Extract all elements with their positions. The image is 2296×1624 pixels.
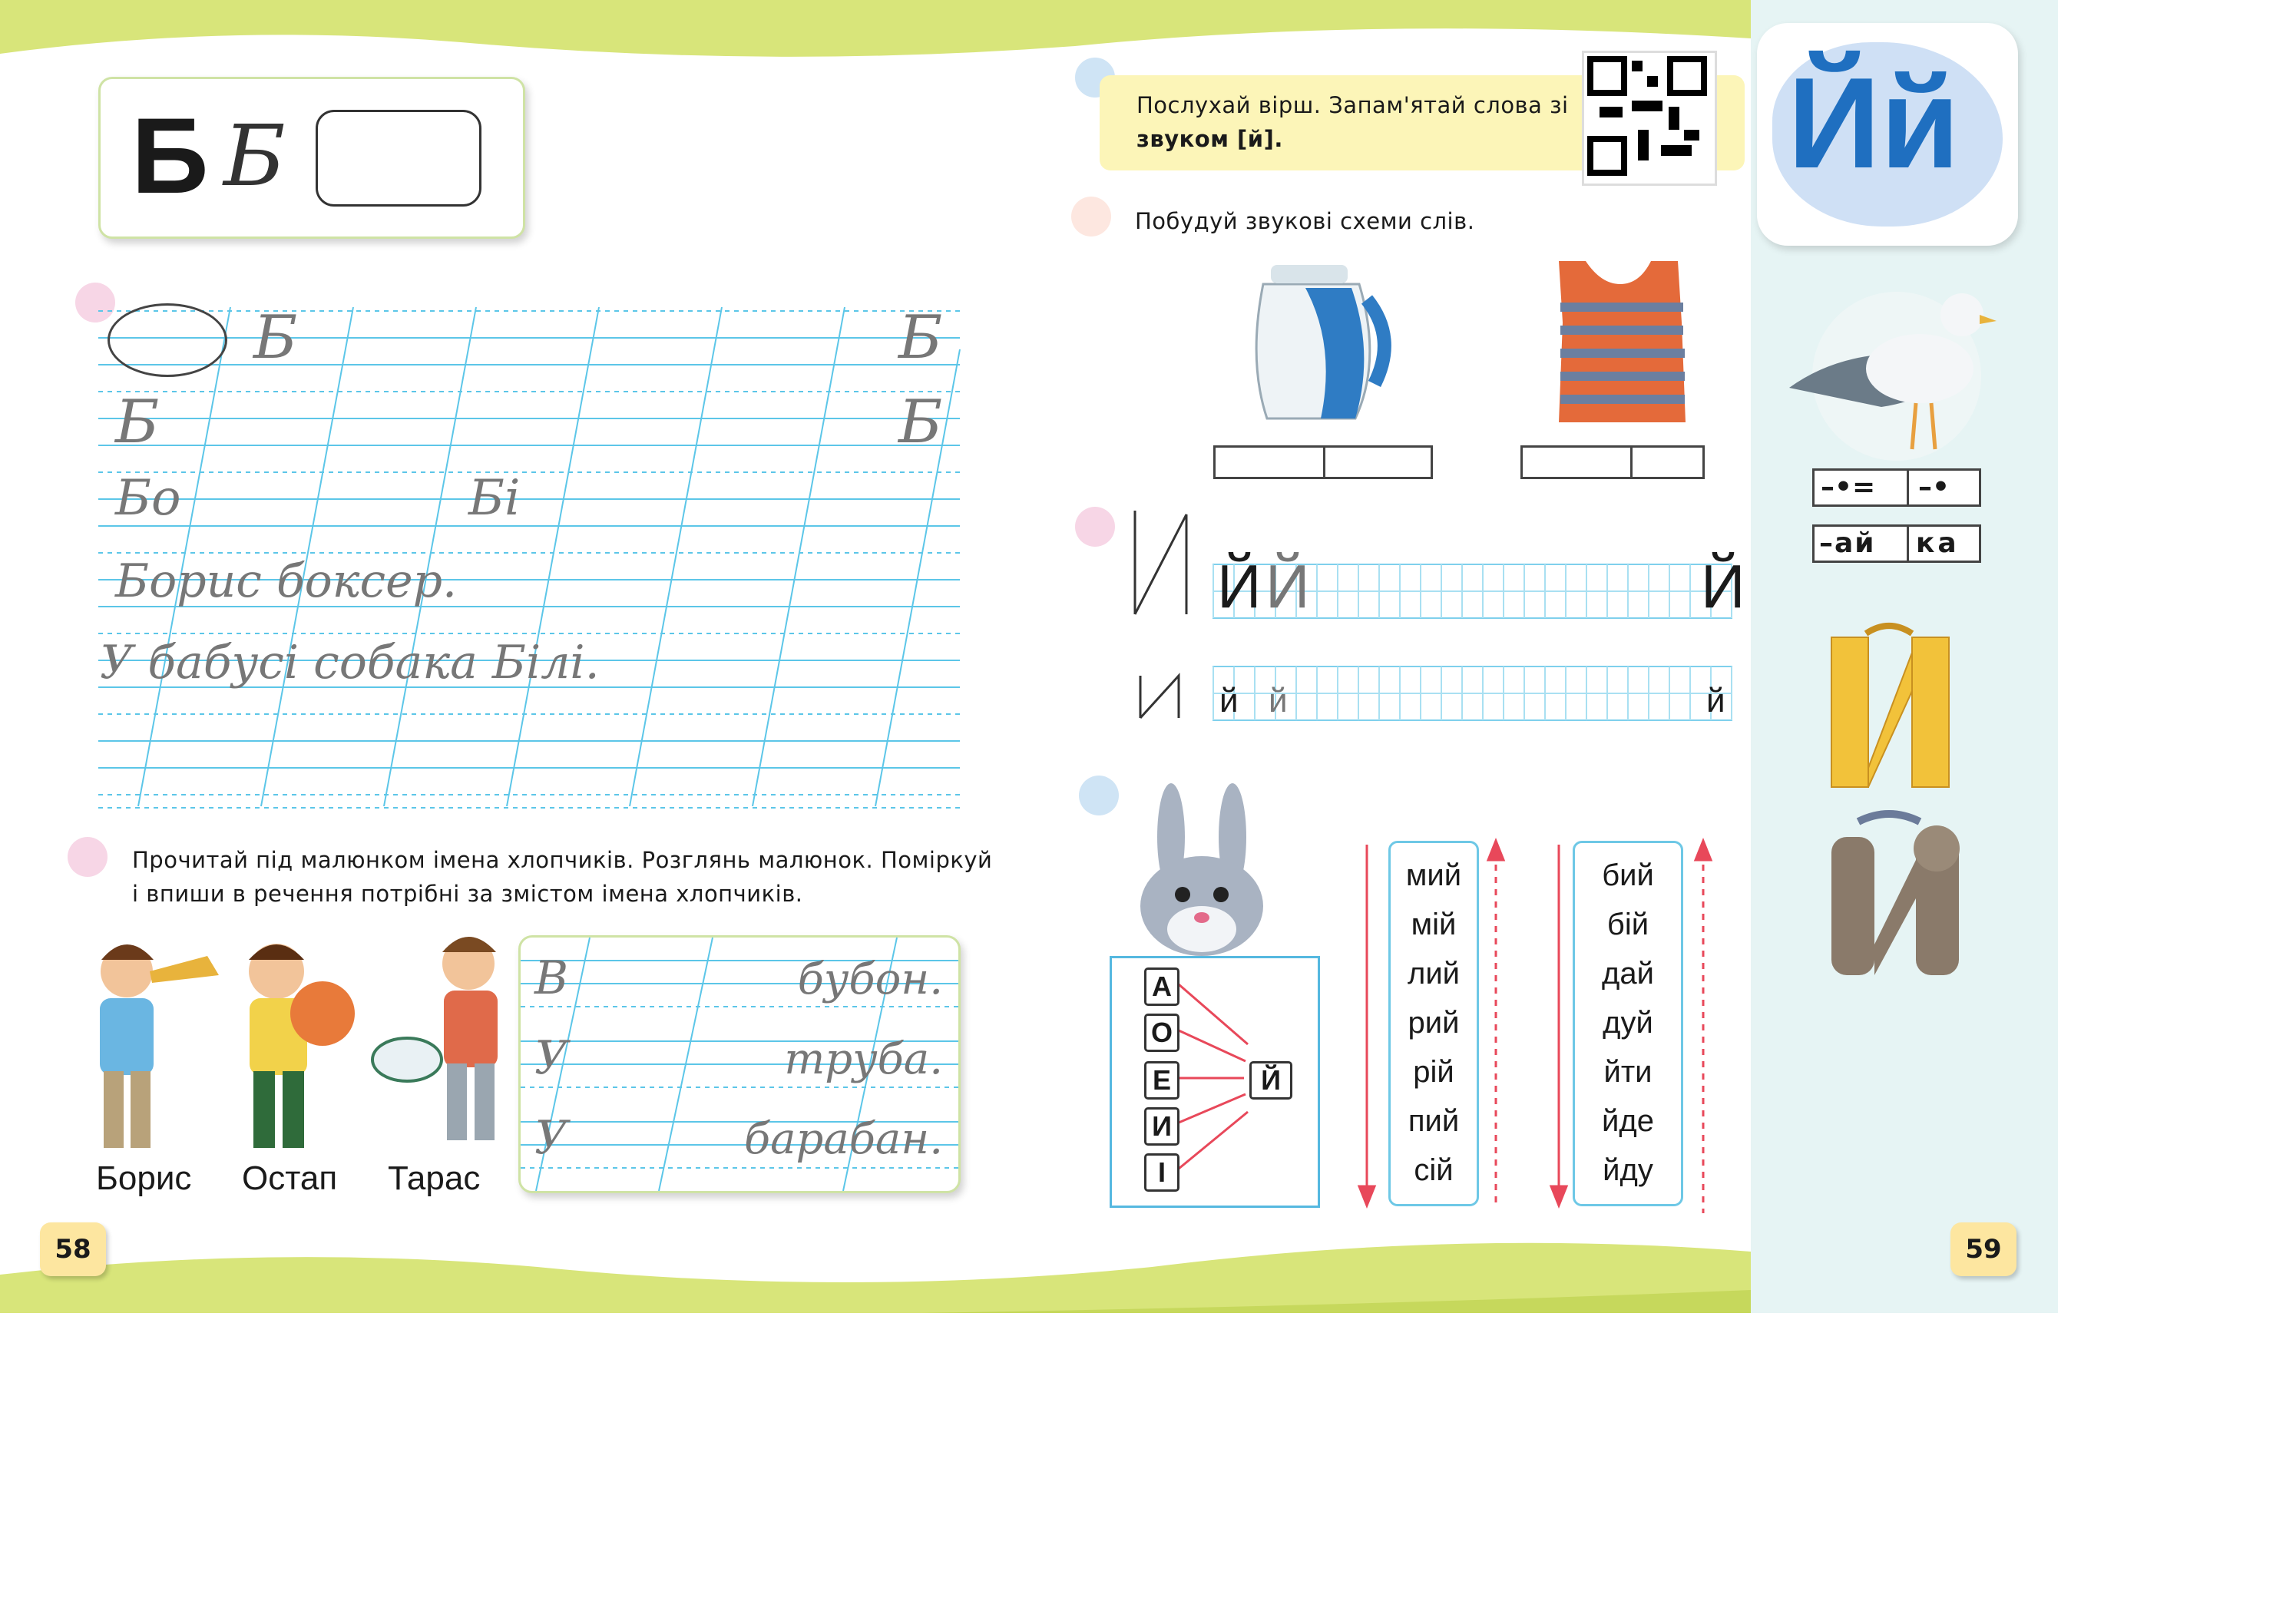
scheme-task-text: Побудуй звукові схеми слів. (1135, 208, 1475, 234)
sentence-1-end: бубон. (797, 954, 943, 1004)
word: рій (1413, 1055, 1454, 1089)
letter-row-lower-2: й (1269, 682, 1288, 719)
boy-name-ostap: Остап (242, 1159, 338, 1197)
boy-name-taras: Тарас (388, 1159, 481, 1197)
letter-row-lower-1: й (1219, 682, 1239, 719)
word: сій (1414, 1153, 1454, 1187)
script-letter: Б (223, 107, 286, 205)
trace-row-1-end: Б (898, 303, 943, 372)
word: дай (1602, 957, 1654, 991)
scheme-cell: –• (1918, 471, 1950, 503)
practice-line-3: Борис боксер. (115, 554, 458, 608)
boy-name-boris: Борис (96, 1159, 192, 1197)
sentence-3-end: барабан. (743, 1114, 943, 1164)
vowel-y: И (1144, 1107, 1179, 1146)
vowel-e: Е (1144, 1061, 1179, 1100)
practice-line-1: Бо (115, 470, 181, 527)
header-letter: Йй (1788, 51, 1960, 195)
letter-row-upper-2: Й (1265, 552, 1310, 620)
vowel-o: О (1144, 1014, 1179, 1052)
word: рий (1408, 1006, 1460, 1040)
scheme-cell: ка (1916, 528, 1960, 559)
practice-line-4: У бабусі собака Білі. (100, 636, 600, 690)
word: пий (1408, 1104, 1460, 1138)
vowel-i: І (1144, 1153, 1179, 1192)
print-letter: Б (131, 95, 209, 216)
sentence-3-start: У (534, 1111, 568, 1165)
word: бий (1602, 858, 1654, 892)
practice-line-2: Бі (468, 470, 521, 527)
trace-row-1: Б (253, 303, 313, 372)
letter-row-upper-end: Й (1701, 552, 1745, 620)
trace-row-2-end: Б (898, 388, 943, 457)
word: мій (1411, 908, 1457, 941)
task-text-1: Прочитай під малюнком імена хлопчиків. Розглянь малюнок. Поміркуй (132, 847, 993, 873)
listen-text-bold: звуком [й]. (1136, 126, 1283, 152)
word: мий (1405, 858, 1462, 892)
vowel-a: А (1144, 967, 1179, 1006)
word: лий (1407, 957, 1461, 991)
scheme-cell: –ай (1819, 528, 1876, 559)
listen-text: Послухай вірш. Запам'ятай слова зі (1136, 92, 1569, 118)
trace-row-2: Б (115, 388, 160, 457)
word: бій (1606, 908, 1649, 941)
scheme-cell: –•= (1821, 471, 1876, 503)
word: йду (1603, 1153, 1653, 1187)
letter-row-upper-1: Й (1217, 552, 1262, 620)
sentence-1-start: В (534, 951, 569, 1005)
word: йде (1602, 1104, 1654, 1138)
letter-row-lower-end: й (1706, 682, 1725, 719)
word: йти (1603, 1055, 1653, 1089)
word: дуй (1603, 1006, 1653, 1040)
sentence-2-end: труба. (784, 1034, 943, 1084)
task-text-2: і впиши в речення потрібні за змістом імена хлопчиків. (132, 881, 803, 907)
sentence-2-start: У (534, 1031, 568, 1085)
target-letter-y: Й (1249, 1061, 1292, 1100)
page-number-left: 58 (40, 1222, 106, 1276)
page-number-right: 59 (1950, 1222, 2016, 1276)
